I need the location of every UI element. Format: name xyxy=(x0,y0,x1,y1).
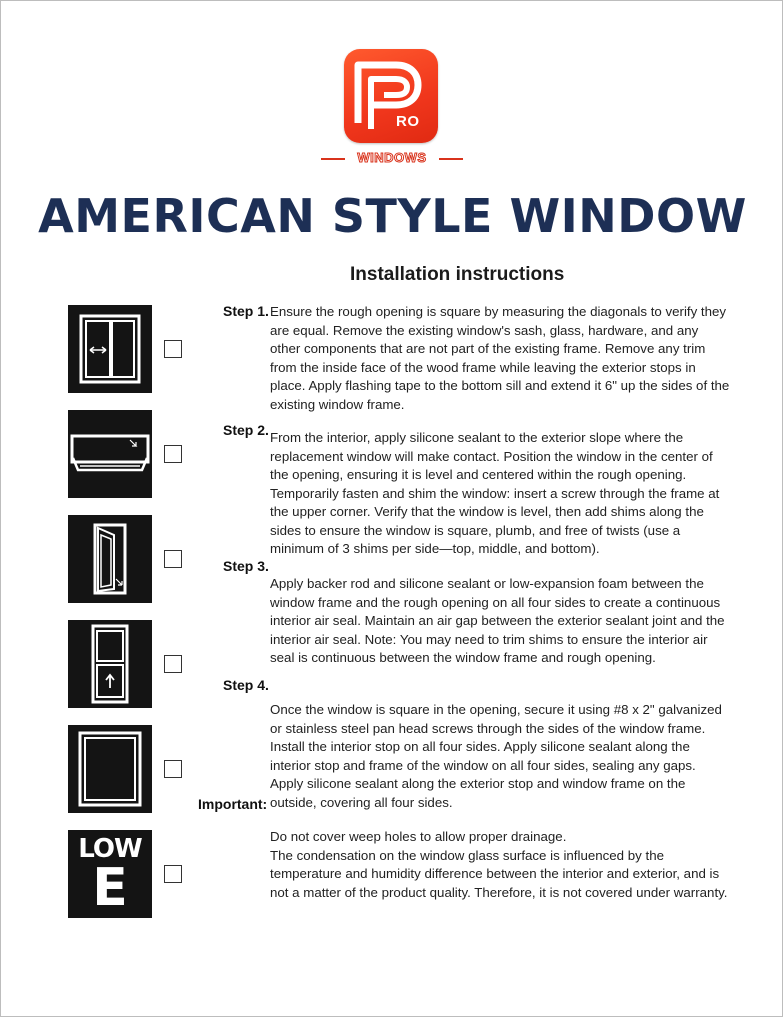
casement-window-icon xyxy=(68,515,152,603)
step-checkbox[interactable] xyxy=(164,760,182,778)
step-1-label: Step 1. xyxy=(223,303,269,319)
low-e-line2: E xyxy=(92,858,128,918)
step-checkbox[interactable] xyxy=(164,550,182,568)
single-hung-window-icon xyxy=(68,620,152,708)
page-title: AMERICAN STYLE WINDOW xyxy=(38,189,747,243)
step-checkbox[interactable] xyxy=(164,865,182,883)
divider xyxy=(439,158,463,160)
important-line2: The condensation on the window glass surface is influenced by the temperature and humidity difference between the interior and exterior, and is not a matter of the product quality. Therefore, it is not covered under warranty. xyxy=(270,847,728,900)
step-checkbox[interactable] xyxy=(164,340,182,358)
awning-window-icon xyxy=(68,410,152,498)
important-label: Important: xyxy=(198,796,268,812)
sliding-window-icon xyxy=(68,305,152,393)
step-4-label: Step 4. xyxy=(223,677,269,693)
step-checkbox[interactable] xyxy=(164,655,182,673)
pro-windows-logo xyxy=(344,49,438,143)
low-e-glass-icon xyxy=(68,830,152,918)
important-line1: Do not cover weep holes to allow proper drainage. xyxy=(270,829,567,844)
brand-name: WINDOWS xyxy=(357,150,427,165)
divider xyxy=(321,158,345,160)
important-text xyxy=(270,828,730,902)
step-3-text: Apply backer rod and silicone sealant or low-expansion foam between the window frame and the rough opening on all four sides to create a continuous interior air seal. Maintain an air gap between the exterior sealant joint and the interior air seal. Note: You may need to trim shims to ensure the interior air seal is continuous between the window frame and rough opening. xyxy=(270,576,725,665)
step-checkbox[interactable] xyxy=(164,445,182,463)
step-4-text: Once the window is square in the opening, secure it using #8 x 2" galvanized or stainless steel pan head screws through the sides of the window frame. Install the interior stop on all four sides. Apply silicone sealant along the interior stop and frame of the window on all four sides, sealing any gaps. Apply silicone sealant along the exterior stop and window frame on the outside, covering all four sides. xyxy=(270,702,722,810)
brand-name-row xyxy=(321,149,463,169)
step-2-text: From the interior, apply silicone sealant to the exterior slope where the replacement window will make contact. Position the window in the center of the opening, ensuring it is level and centered within the rough opening. Temporarily fasten and shim the window: insert a screw through the frame at the upper corner. Verify that the window is level, then add shims along the sides to ensure the window is square, plumb, and free of twists (use a minimum of 3 shims per side—top, middle, and bottom). xyxy=(270,430,720,556)
low-e-line1: LOW xyxy=(78,834,142,864)
step-2-label: Step 2. xyxy=(223,422,269,438)
step-3-label: Step 3. xyxy=(223,558,269,574)
logo-letters: RO xyxy=(396,113,420,130)
page-subtitle: Installation instructions xyxy=(350,264,565,285)
picture-window-icon xyxy=(68,725,152,813)
step-1-text: Ensure the rough opening is square by measuring the diagonals to verify they are equal. Remove the existing window's sash, glass, hardware, and any other components that are not part of the existing frame. Remove any trim from the inside face of the wood frame while leaving the exterior stops in place. Apply flashing tape to the bottom sill and extend it 6" up the sides of the existing window frame. xyxy=(270,304,730,412)
